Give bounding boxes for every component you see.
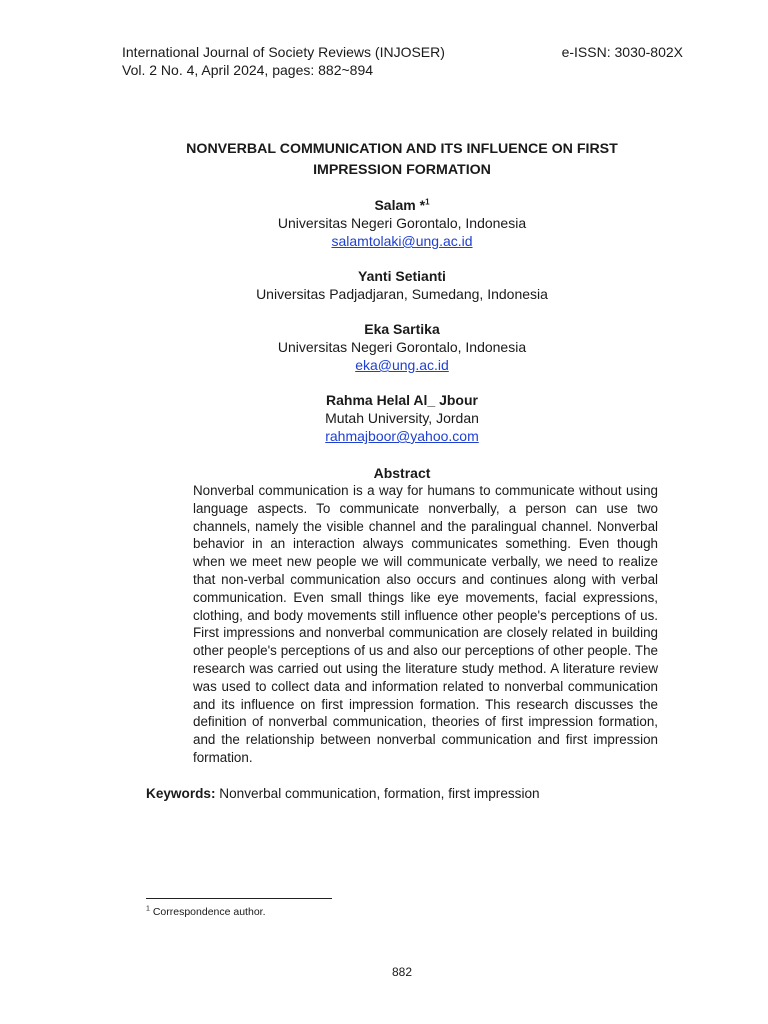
paper-title-line-2: IMPRESSION FORMATION (313, 162, 491, 178)
author-email-link[interactable]: eka@ung.ac.id (355, 357, 449, 373)
author-block (120, 267, 684, 303)
paper-title-line-1: NONVERBAL COMMUNICATION AND ITS INFLUENCE ON FIRST (186, 141, 618, 157)
running-header (122, 43, 683, 79)
author-name: Rahma Helal Al_ Jbour (326, 392, 478, 408)
author-email-link[interactable]: rahmajboor@yahoo.com (325, 428, 479, 444)
keywords (146, 785, 686, 803)
author-name: Yanti Setianti (358, 268, 446, 284)
author-name: Salam *$^1$ (374, 197, 430, 213)
author-email-link[interactable]: salamtolaki@ung.ac.id (331, 233, 473, 249)
author-affiliation: Mutah University, Jordan (325, 410, 479, 426)
footnote-text: Correspondence author. (152, 906, 266, 918)
journal-name: International Journal of Society Reviews (INJOSER) (122, 44, 445, 60)
author-block (120, 196, 684, 250)
author-name: Eka Sartika (364, 321, 440, 337)
author-block (120, 391, 684, 445)
issue-info: Vol. 2 No. 4, April 2024, pages: 882~894 (122, 62, 374, 78)
author-list (120, 196, 684, 462)
abstract-text: Nonverbal communication is a way for humans to communicate without using language aspects. To communicate nonverbally, a person can use two channels, namely the visible channel and the paralingual channel. Nonverbal behavior in an interaction always communicates something. Even though when we meet new people we will communicate verbally, we need to realize that non-verbal communication also occurs and continues along with verbal communication. Even small things like eye movements, facial expressions, clothing, and body movements still influence other people's perceptions of us. First impressions and nonverbal communication are closely related in building other people's perceptions of us and also our perceptions of other people. The research was carried out using the literature study method. A literature review was used to collect data and information related to nonverbal communication and its influence on first impression formation. This research discusses the definition of nonverbal communication, theories of first impression formation, and the relationship between nonverbal communication and first impression formation. (193, 483, 658, 765)
keywords-text: Nonverbal communication, formation, first impression (219, 786, 540, 801)
footnote-marker: 1 (146, 905, 150, 913)
issn: e-ISSN: 3030-802X (561, 44, 683, 60)
author-affiliation: Universitas Padjadjaran, Sumedang, Indonesia (256, 286, 548, 302)
header-row-top (122, 43, 683, 61)
footnote-divider (146, 898, 332, 899)
author-affiliation: Universitas Negeri Gorontalo, Indonesia (277, 215, 527, 231)
paper-title (120, 139, 684, 181)
abstract-heading: Abstract (373, 465, 431, 481)
author-affiliation: Universitas Negeri Gorontalo, Indonesia (277, 339, 527, 355)
page-number: 882 (391, 965, 413, 979)
author-block (120, 320, 684, 374)
footnote (146, 905, 266, 919)
keywords-label: Keywords: (146, 786, 216, 801)
footnote-marker: 1 (425, 197, 430, 207)
